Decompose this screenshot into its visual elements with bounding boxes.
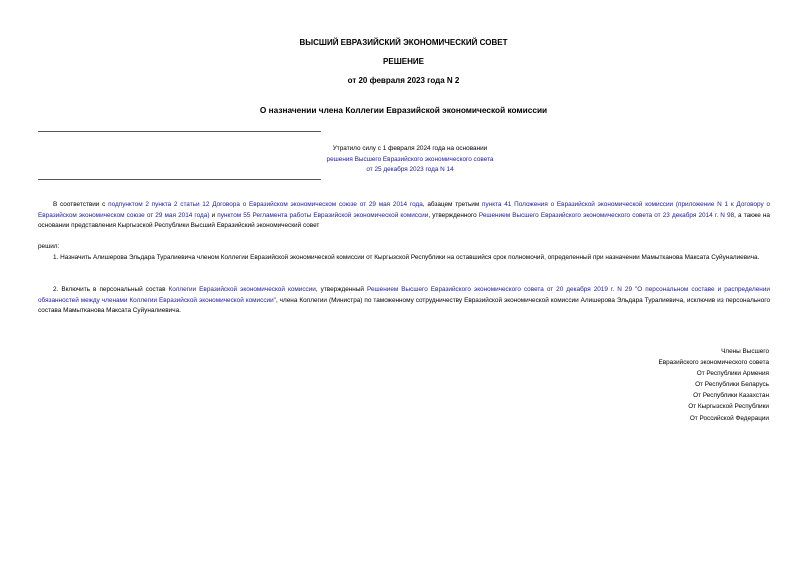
issuing-body: ВЫСШИЙ ЕВРАЗИЙСКИЙ ЭКОНОМИЧЕСКИЙ СОВЕТ [299, 38, 508, 47]
preamble-text-3: и [209, 211, 218, 219]
divider-bottom [38, 179, 321, 180]
link-work-rules-p55[interactable]: пунктом 55 Регламента работы Евразийской экономической комиссии [217, 211, 429, 219]
preamble-paragraph [38, 200, 770, 232]
signatory-line: От Республики Казахстан [693, 392, 769, 400]
status-link-line-2[interactable]: решения Высшего Евразийского экономического совета [326, 155, 494, 163]
preamble-text-5: , а также на основании представления Кыргызской Республики Высший Евразийский экономический совет [38, 211, 770, 230]
preamble-text-1: В соответствии с [53, 201, 109, 208]
link-decision-29[interactable]: Решением Высшего Евразийского экономического совета от 20 декабря 2019 г. N 29 "О персональном составе и распределении обязанностей между членами Коллегии Евразийской экономической комиссии" [38, 286, 770, 304]
document-date-number: от 20 февраля 2023 года N 2 [347, 76, 460, 85]
clause-2-text-1: 2. Включить в персональный состав [53, 286, 169, 293]
clause-1: 1. Назначить Алишерова Эльдара Туралиевича членом Коллегии Евразийской экономической комиссии от Кыргызской Республики на оставшийся срок полномочий, определенный при назначении Мамытканова Максата Суйуналиевича. [53, 254, 760, 261]
resolved-label: решил: [38, 243, 60, 250]
document-subject: О назначении члена Коллегии Евразийской экономической комиссии [259, 105, 548, 115]
clause-2 [38, 285, 770, 317]
link-decision-98[interactable]: Решением Высшего Евразийского экономического совета от 23 декабря 2014 г. N 98 [478, 211, 735, 219]
signatory-line: От Российской Федерации [689, 414, 769, 422]
link-commission-regulation-p41[interactable]: пункта 41 Положения о Евразийской экономической комиссии (приложение N 1 к Договору о Евразийском экономическом союзе от 29 мая 2014 года) [38, 201, 771, 219]
signatories-block [658, 346, 769, 424]
signatory-line: От Республики Армения [696, 370, 769, 378]
signatory-line: От Кыргызской Республики [688, 403, 769, 411]
clause-2-text-3: , члена Коллегии (Министра) по таможенному сотрудничеству Евразийской экономической комиссии Алишерова Эльдара Туралиевича, исключив из персонального состава Мамытканова Максата Суйуналиевича. [38, 296, 771, 315]
status-line-1: Утратило силу с 1 февраля 2024 года на основании [332, 145, 488, 152]
signatory-line: Евразийского экономического совета [658, 359, 769, 367]
clause-2-text-2: , утвержденный [315, 286, 368, 293]
signatory-line: От Республики Беларусь [695, 381, 769, 389]
preamble-text-4: , утвержденного [428, 211, 479, 219]
link-treaty-article-12[interactable]: подпунктом 2 пункта 2 статьи 12 Договора о Евразийском экономическом союзе от 29 мая 2014 года [108, 201, 423, 208]
status-note [180, 144, 640, 176]
signatory-line: Члены Высшего [721, 348, 769, 355]
preamble-text-2: , абзацем третьим [422, 201, 483, 208]
document-type: РЕШЕНИЕ [383, 57, 424, 66]
status-link-line-3[interactable]: от 25 декабря 2023 года N 14 [366, 166, 454, 173]
divider-top [38, 131, 321, 132]
link-commission-board[interactable]: Коллегии Евразийской экономической комиссии [168, 286, 316, 293]
